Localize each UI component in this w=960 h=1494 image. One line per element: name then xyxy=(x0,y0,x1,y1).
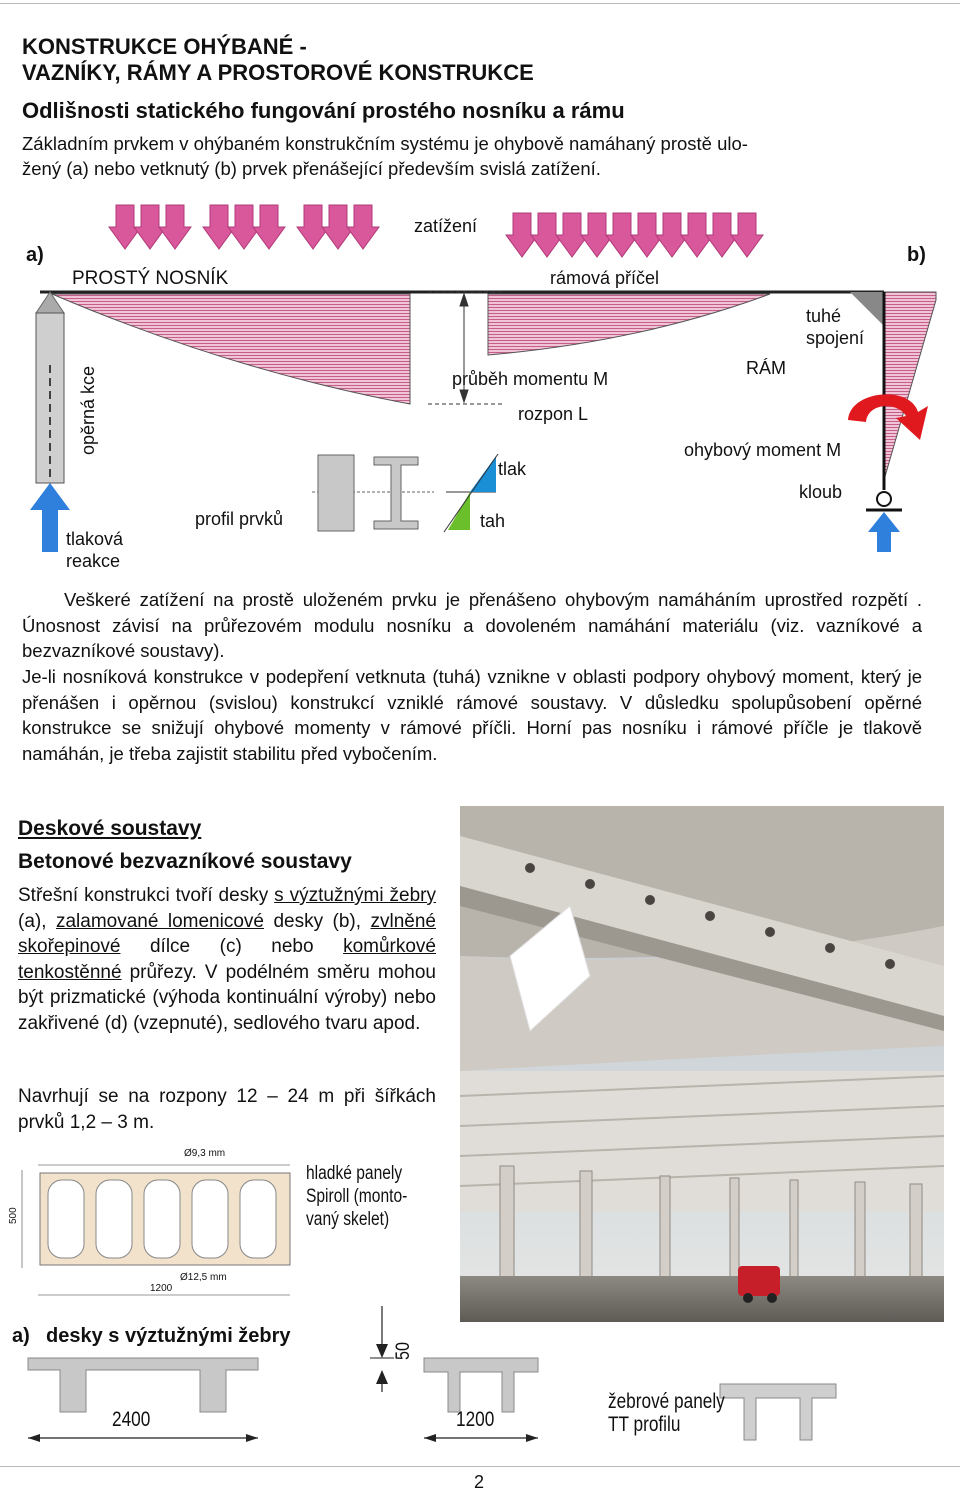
moment-diagram-simple xyxy=(52,294,410,404)
section-heading-deskove: Deskové soustavy xyxy=(18,817,202,840)
label-b: b) xyxy=(907,244,926,266)
label-prosty-nosnik: PROSTÝ NOSNÍK xyxy=(72,268,229,289)
label-profil-prvku: profil prvků xyxy=(195,509,284,529)
intro-line1: Základním prvkem v ohýbaném konstrukčním systému je ohybově namáhaný prostě ulo- xyxy=(22,133,748,154)
moment-diagram-column xyxy=(884,292,936,480)
hinge xyxy=(877,492,891,506)
label-tlak: tlak xyxy=(498,459,527,479)
tt-dim-50: 50 xyxy=(393,1342,414,1360)
moment-diagram-frame xyxy=(488,294,770,355)
spiroll-caption-3: vaný skelet) xyxy=(306,1209,390,1230)
spiroll-dim-top: Ø9,3 mm xyxy=(184,1148,226,1159)
spiroll-dim-width: 1200 xyxy=(150,1283,173,1294)
spiroll-dim-bottom: Ø12,5 mm xyxy=(180,1272,227,1283)
profile-i-beam xyxy=(374,457,418,529)
label-ram: RÁM xyxy=(746,358,786,378)
tt-wide-section xyxy=(28,1358,258,1412)
page-number: 2 xyxy=(474,1472,485,1492)
support-column xyxy=(36,292,64,483)
label-a: a) xyxy=(26,244,44,266)
concrete-structure-photo xyxy=(460,806,944,1322)
label-ramova-pricel: rámová příčel xyxy=(550,268,660,288)
tt-dim-1200: 1200 xyxy=(456,1408,495,1431)
label-spojeni: spojení xyxy=(806,328,865,348)
stress-compression xyxy=(470,456,496,492)
page-title-line1: KONSTRUKCE OHÝBANÉ - xyxy=(22,34,307,59)
tt-profile-small xyxy=(720,1384,836,1440)
footer-rule xyxy=(0,1466,960,1467)
load-arrows-left xyxy=(109,205,379,249)
label-rozpon: rozpon L xyxy=(518,404,589,424)
tt-caption-2: TT profilu xyxy=(608,1413,681,1436)
tt-heading-letter: a) xyxy=(12,1325,30,1347)
deskove-paragraph-1: Střešní konstrukci tvoří desky s výztužnými žebry (a), zalamované lomenicové desky (b), zvlněné skořepinové dílce (c) nebo komůrkové tenkostěnné průřezy. V podélném směru mohou být prizmatické (výhoda kontinuální výroby) nebo zakřivené (d) (vzepnuté), sedlového tvaru apod. xyxy=(18,885,437,1034)
reaction-arrow-right xyxy=(868,512,900,552)
tt-panel-drawing xyxy=(0,1300,960,1460)
tt-dim-2400: 2400 xyxy=(112,1408,151,1431)
body-paragraph-1: Veškeré zatížení na prostě uloženém prvku je přenášeno ohybovým namáháním uprostřed rozpětí . Únosnost závisí na průřezovém modulu nosníku a dovoleném namáhání materiálu (viz. vazníkové a bezvazníkové soustavy). xyxy=(22,589,922,661)
label-tah: tah xyxy=(480,511,506,531)
label-ohybovy-moment: ohybový moment M xyxy=(684,440,842,460)
label-operna-kce: opěrná kce xyxy=(78,365,98,455)
spiroll-caption-2: Spiroll (monto- xyxy=(306,1186,408,1207)
spiroll-caption-1: hladké panely xyxy=(306,1163,403,1184)
intro-line2: žený (a) nebo vetknutý (b) prvek přenášející především svislá zatížení. xyxy=(22,158,601,179)
section-subheading-betonove: Betonové bezvazníkové soustavy xyxy=(18,850,352,873)
label-prubeh-momentu: průběh momentu M xyxy=(452,369,609,389)
label-reakce: reakce xyxy=(66,551,121,571)
page-title-line2: VAZNÍKY, RÁMY A PROSTOROVÉ KONSTRUKCE xyxy=(22,60,534,85)
label-tlakova: tlaková xyxy=(66,529,124,549)
label-kloub: kloub xyxy=(799,482,843,502)
tt-caption-1: žebrové panely xyxy=(608,1390,725,1413)
label-tuhe: tuhé xyxy=(806,306,842,326)
tt-heading-text: desky s výztužnými žebry xyxy=(46,1325,291,1347)
section-subtitle: Odlišnosti statického fungování prostého nosníku a rámu xyxy=(22,98,625,123)
top-rule xyxy=(0,3,960,4)
spiroll-panel-drawing xyxy=(0,1150,300,1300)
profile-rectangle xyxy=(318,455,354,531)
label-zatizeni: zatížení xyxy=(414,216,478,236)
reaction-arrow-left xyxy=(30,483,70,552)
deskove-paragraph-2: Navrhují se na rozpony 12 – 24 m při šířkách prvků 1,2 – 3 m. xyxy=(18,1086,436,1133)
spiroll-dim-height: 500 xyxy=(8,1207,19,1224)
body-paragraph-2: Je-li nosníková konstrukce v podepření vetknuta (tuhá) vznikne v oblasti podpory ohybový moment, který je přenášen i opěrnou (svislou) konstrukcí vzniklé rámové soustavy. V důsledku spolupůsobení opěrné konstrukce se snižují ohybové momenty v rámové příčli. Horní pas nosníku i rámové příčle je tlakově namáhán, je třeba zajistit stabilitu před vybočením. xyxy=(22,666,922,764)
load-arrows-right xyxy=(506,213,763,257)
tt-narrow-section xyxy=(424,1358,538,1412)
rigid-joint xyxy=(850,292,884,326)
